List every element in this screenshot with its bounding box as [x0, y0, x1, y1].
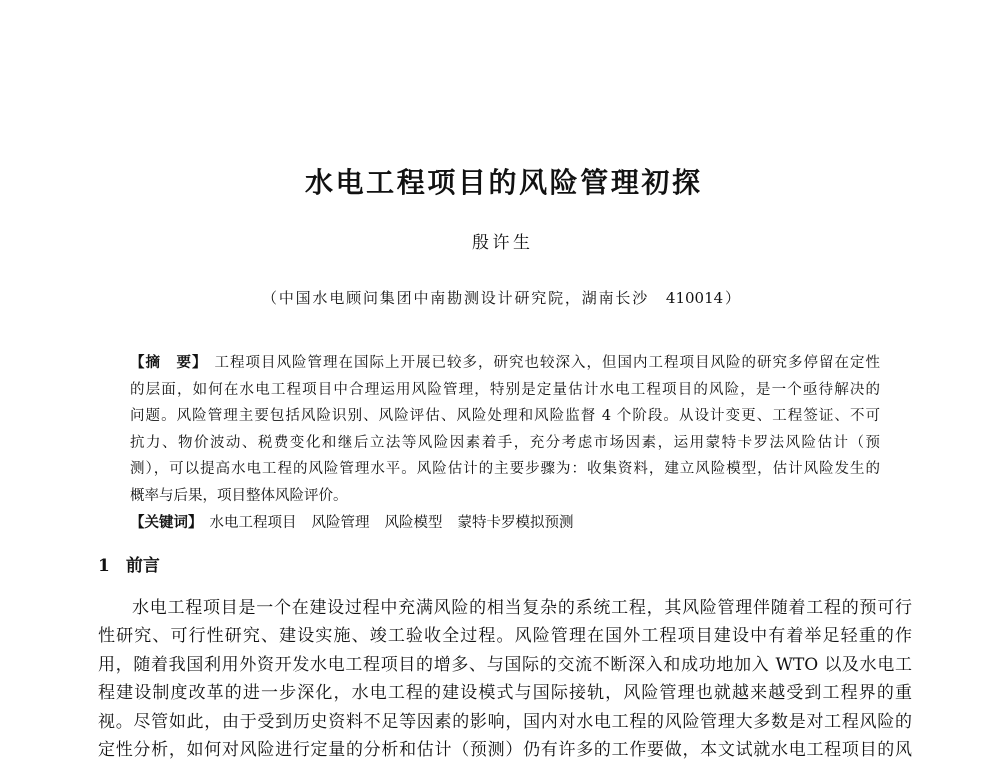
body-paragraph: [98, 594, 912, 760]
abstract-line: 抗力、物价波动、税费变化和继后立法等风险因素着手，充分考虑市场因素，运用蒙特卡罗法风险估计（预: [130, 434, 880, 451]
keyword-item: 蒙特卡罗模拟预测: [457, 515, 574, 531]
keywords: [130, 510, 880, 536]
abstract-line: 问题。风险管理主要包括风险识别、风险评估、风险处理和风险监督 4 个阶段。从设计变更、工程签证、不可: [130, 408, 880, 425]
keyword-item: 风险模型: [384, 515, 443, 531]
abstract-label: 【摘 要】: [130, 354, 208, 371]
keyword-item: 水电工程项目: [209, 515, 297, 531]
keywords-label: 【关键词】: [130, 514, 203, 531]
keyword-item: 风险管理: [311, 515, 370, 531]
abstract-text: 工程项目风险管理在国际上开展已较多，研究也较深入，但国内工程项目风险的研究多停留在定性: [214, 355, 880, 371]
abstract-line: 测），可以提高水电工程的风险管理水平。风险估计的主要步骤为：收集资料，建立风险模型，估计风险发生的: [130, 461, 880, 478]
abstract-line: 概率与后果，项目整体风险评价。: [130, 487, 348, 504]
section-title: 前言: [125, 556, 160, 576]
abstract: [130, 350, 880, 510]
body-line: 用，随着我国利用外资开发水电工程项目的增多、与国际的交流不断深入和成功地加入 WTO 以及水电工: [98, 654, 912, 675]
body-line: 程建设制度改革的进一步深化，水电工程的建设模式与国际接轨，风险管理也就越来越受到工程界的重: [98, 683, 912, 704]
author-name: 殷许生: [472, 233, 530, 253]
section-number: 1: [98, 556, 110, 576]
paper-title: 水电工程项目的风险管理初探: [305, 166, 700, 199]
section-heading: [98, 553, 398, 579]
body-line: 水电工程项目是一个在建设过程中充满风险的相当复杂的系统工程，其风险管理伴随着工程的预可行: [132, 598, 912, 618]
author-affiliation: （中国水电顾问集团中南勘测设计研究院，湖南长沙 410014）: [262, 289, 740, 307]
abstract-line: [130, 350, 880, 377]
body-line: 性研究、可行性研究、建设实施、竣工验收全过程。风险管理在国外工程项目建设中有着举足轻重的作: [98, 626, 912, 647]
body-line: 视。尽管如此，由于受到历史资料不足等因素的影响，国内对水电工程的风险管理大多数是对工程风险的: [98, 711, 912, 732]
body-line: 定性分析，如何对风险进行定量的分析和估计（预测）仍有许多的工作要做，本文试就水电工程项目的风: [98, 739, 912, 760]
abstract-line: 的层面，如何在水电工程项目中合理运用风险管理，特别是定量估计水电工程项目的风险，是一个亟待解决的: [130, 381, 880, 398]
